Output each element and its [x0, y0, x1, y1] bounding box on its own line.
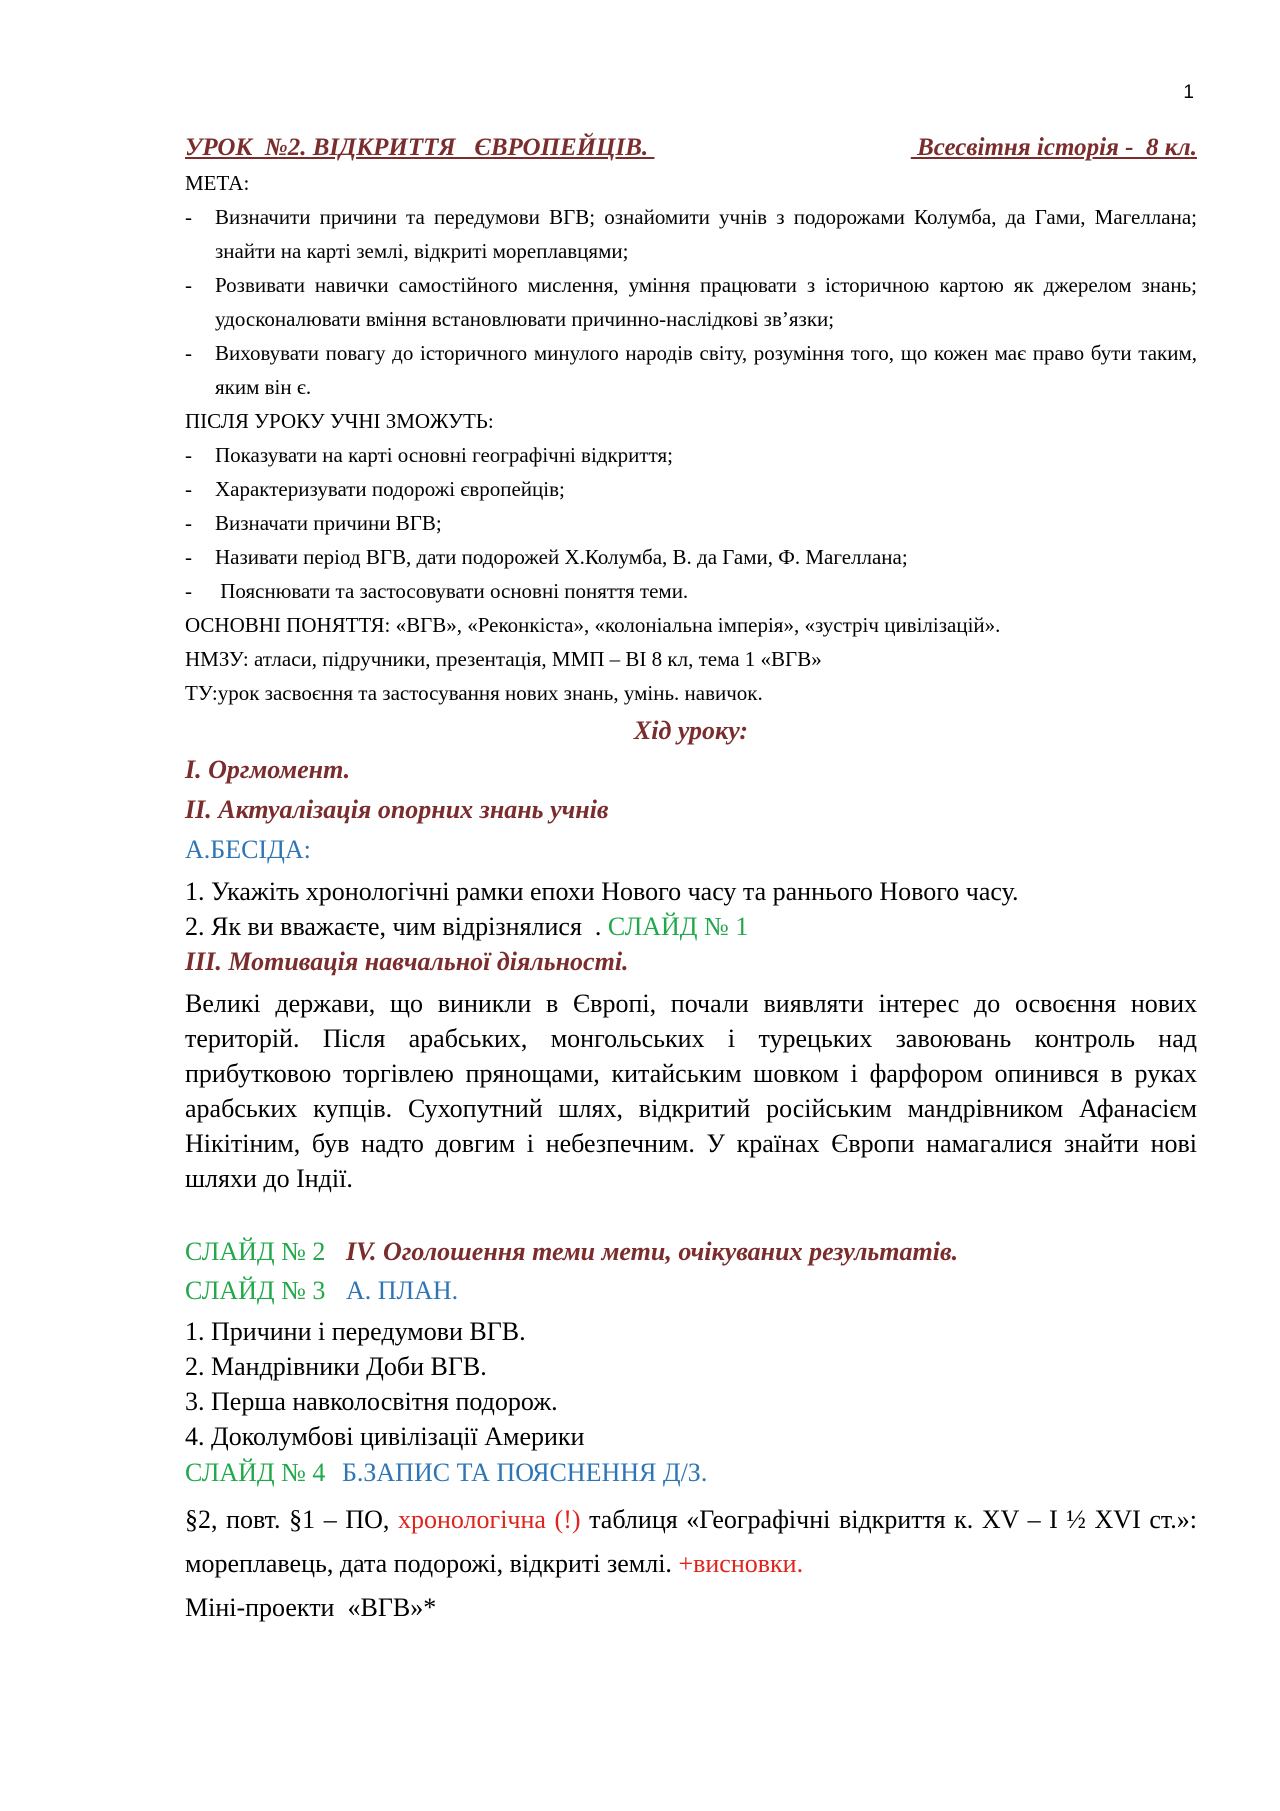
goal-item: - Виховувати повагу до історичного минулого народів світу, розуміння того, що кожен має право бути таким, яким він є.: [185, 341, 1197, 399]
outcomes-label: ПІСЛЯ УРОКУ УЧНІ ЗМОЖУТЬ:: [185, 409, 494, 433]
slide-2-row: [185, 1232, 1197, 1272]
lesson-title: УРОК №2. ВІДКРИТТЯ ЄВРОПЕЙЦІВ.: [185, 134, 655, 161]
homework-paragraph: [185, 1498, 1197, 1586]
page-number: 1: [1183, 82, 1194, 103]
conversation-label: А.БЕСІДА:: [185, 835, 311, 864]
homework-conclusions: +висновки.: [678, 1549, 804, 1578]
slide-3-label: СЛАЙД № 3: [185, 1276, 326, 1305]
outcome-item: - Показувати на карті основні географічні відкриття;: [185, 443, 673, 467]
plan-item: 4. Доколумбові цивілізації Америки: [185, 1422, 585, 1451]
slide-4-label: СЛАЙД № 4: [185, 1458, 326, 1487]
homework-label: Б.ЗАПИС ТА ПОЯСНЕННЯ Д/З.: [341, 1458, 708, 1487]
concepts-line: ОСНОВНІ ПОНЯТТЯ: «ВГВ», «Реконкіста», «колоніальна імперія», «зустріч цивілізацій».: [185, 613, 1001, 637]
question-2-text: 2. Як ви вважаєте, чим відрізнялися .: [185, 912, 608, 941]
goal-item: - Визначити причини та передумови ВГВ; ознайомити учнів з подорожами Колумба, да Гами, Магеллана; знайти на карті землі, відкриті мореплавцями;: [185, 205, 1197, 263]
subject-title: Всесвітня історія - 8 кл.: [910, 134, 1197, 161]
outcome-item: - Пояснювати та застосовувати основні поняття теми.: [185, 579, 689, 603]
outcome-item: - Називати період ВГВ, дати подорожей Х.Колумба, В. да Гами, Ф. Магеллана;: [185, 545, 908, 569]
outcome-item: - Характеризувати подорожі європейців;: [185, 477, 565, 501]
section-heading-2: ІІ. Актуалізація опорних знань учнів: [185, 795, 609, 824]
mini-projects-line: Міні-проекти «ВГВ»*: [185, 1593, 437, 1622]
lesson-type-line: ТУ:урок засвоєння та застосування нових знань, умінь. навичок.: [185, 681, 763, 705]
plan-item: 3. Перша навколосвітня подорож.: [185, 1387, 558, 1416]
outcome-item: - Визначати причини ВГВ;: [185, 511, 442, 535]
slide-3-row: [185, 1272, 1197, 1310]
course-heading: Хід уроку:: [633, 716, 749, 745]
section-heading-3: ІІІ. Мотивація навчальної діяльності.: [185, 947, 629, 976]
document-body: [185, 130, 1197, 1630]
goal-item: - Розвивати навички самостійного мислення, уміння працювати з історичною картою як джерелом знань; удосконалювати вміння встановлювати причинно-наслідкові зв’язки;: [185, 273, 1197, 331]
goal-label: МЕТА:: [185, 171, 250, 195]
homework-part-1: §2, повт. §1 – ПО,: [185, 1505, 398, 1534]
plan-item: 1. Причини і передумови ВГВ.: [185, 1317, 526, 1346]
motivation-paragraph: Великі держави, що виникли в Європі, почали виявляти інтерес до освоєння нових територій. Після арабських, монгольських і турецьких завоювань контроль над прибутковою торгівлею прянощами, китайським шовком і фарфором опинився в руках арабських купців. Сухопутний шлях, відкритий російським мандрівником Афанасієм Нікітіним, був надто довгим і небезпечним. У країнах Європи намагалися знайти нові шляхи до Індії.: [185, 989, 1197, 1193]
slide-4-row: [185, 1454, 1197, 1492]
materials-line: НМЗУ: атласи, підручники, презентація, ММП – ВІ 8 кл, тема 1 «ВГВ»: [185, 647, 822, 671]
section-heading-4: IV. Оголошення теми мети, очікуваних результатів.: [345, 1237, 959, 1266]
question-2: [185, 909, 1197, 944]
plan-label: А. ПЛАН.: [345, 1276, 459, 1305]
question-1: 1. Укажіть хронологічні рамки епохи Нового часу та раннього Нового часу.: [185, 877, 1019, 906]
homework-part-2: таблиця «Географічні відкриття к. XV – I ½ XVI ст.»: мореплавець, дата подорожі, відкриті землі.: [185, 1505, 1197, 1578]
slide-1-label: СЛАЙД № 1: [607, 912, 749, 941]
section-heading-1: І. Оргмомент.: [185, 755, 351, 784]
homework-highlight: хронологічна (!): [397, 1505, 581, 1534]
slide-2-label: СЛАЙД № 2: [185, 1237, 326, 1266]
plan-item: 2. Мандрівники Доби ВГВ.: [185, 1352, 487, 1381]
title-row: [185, 130, 1197, 166]
